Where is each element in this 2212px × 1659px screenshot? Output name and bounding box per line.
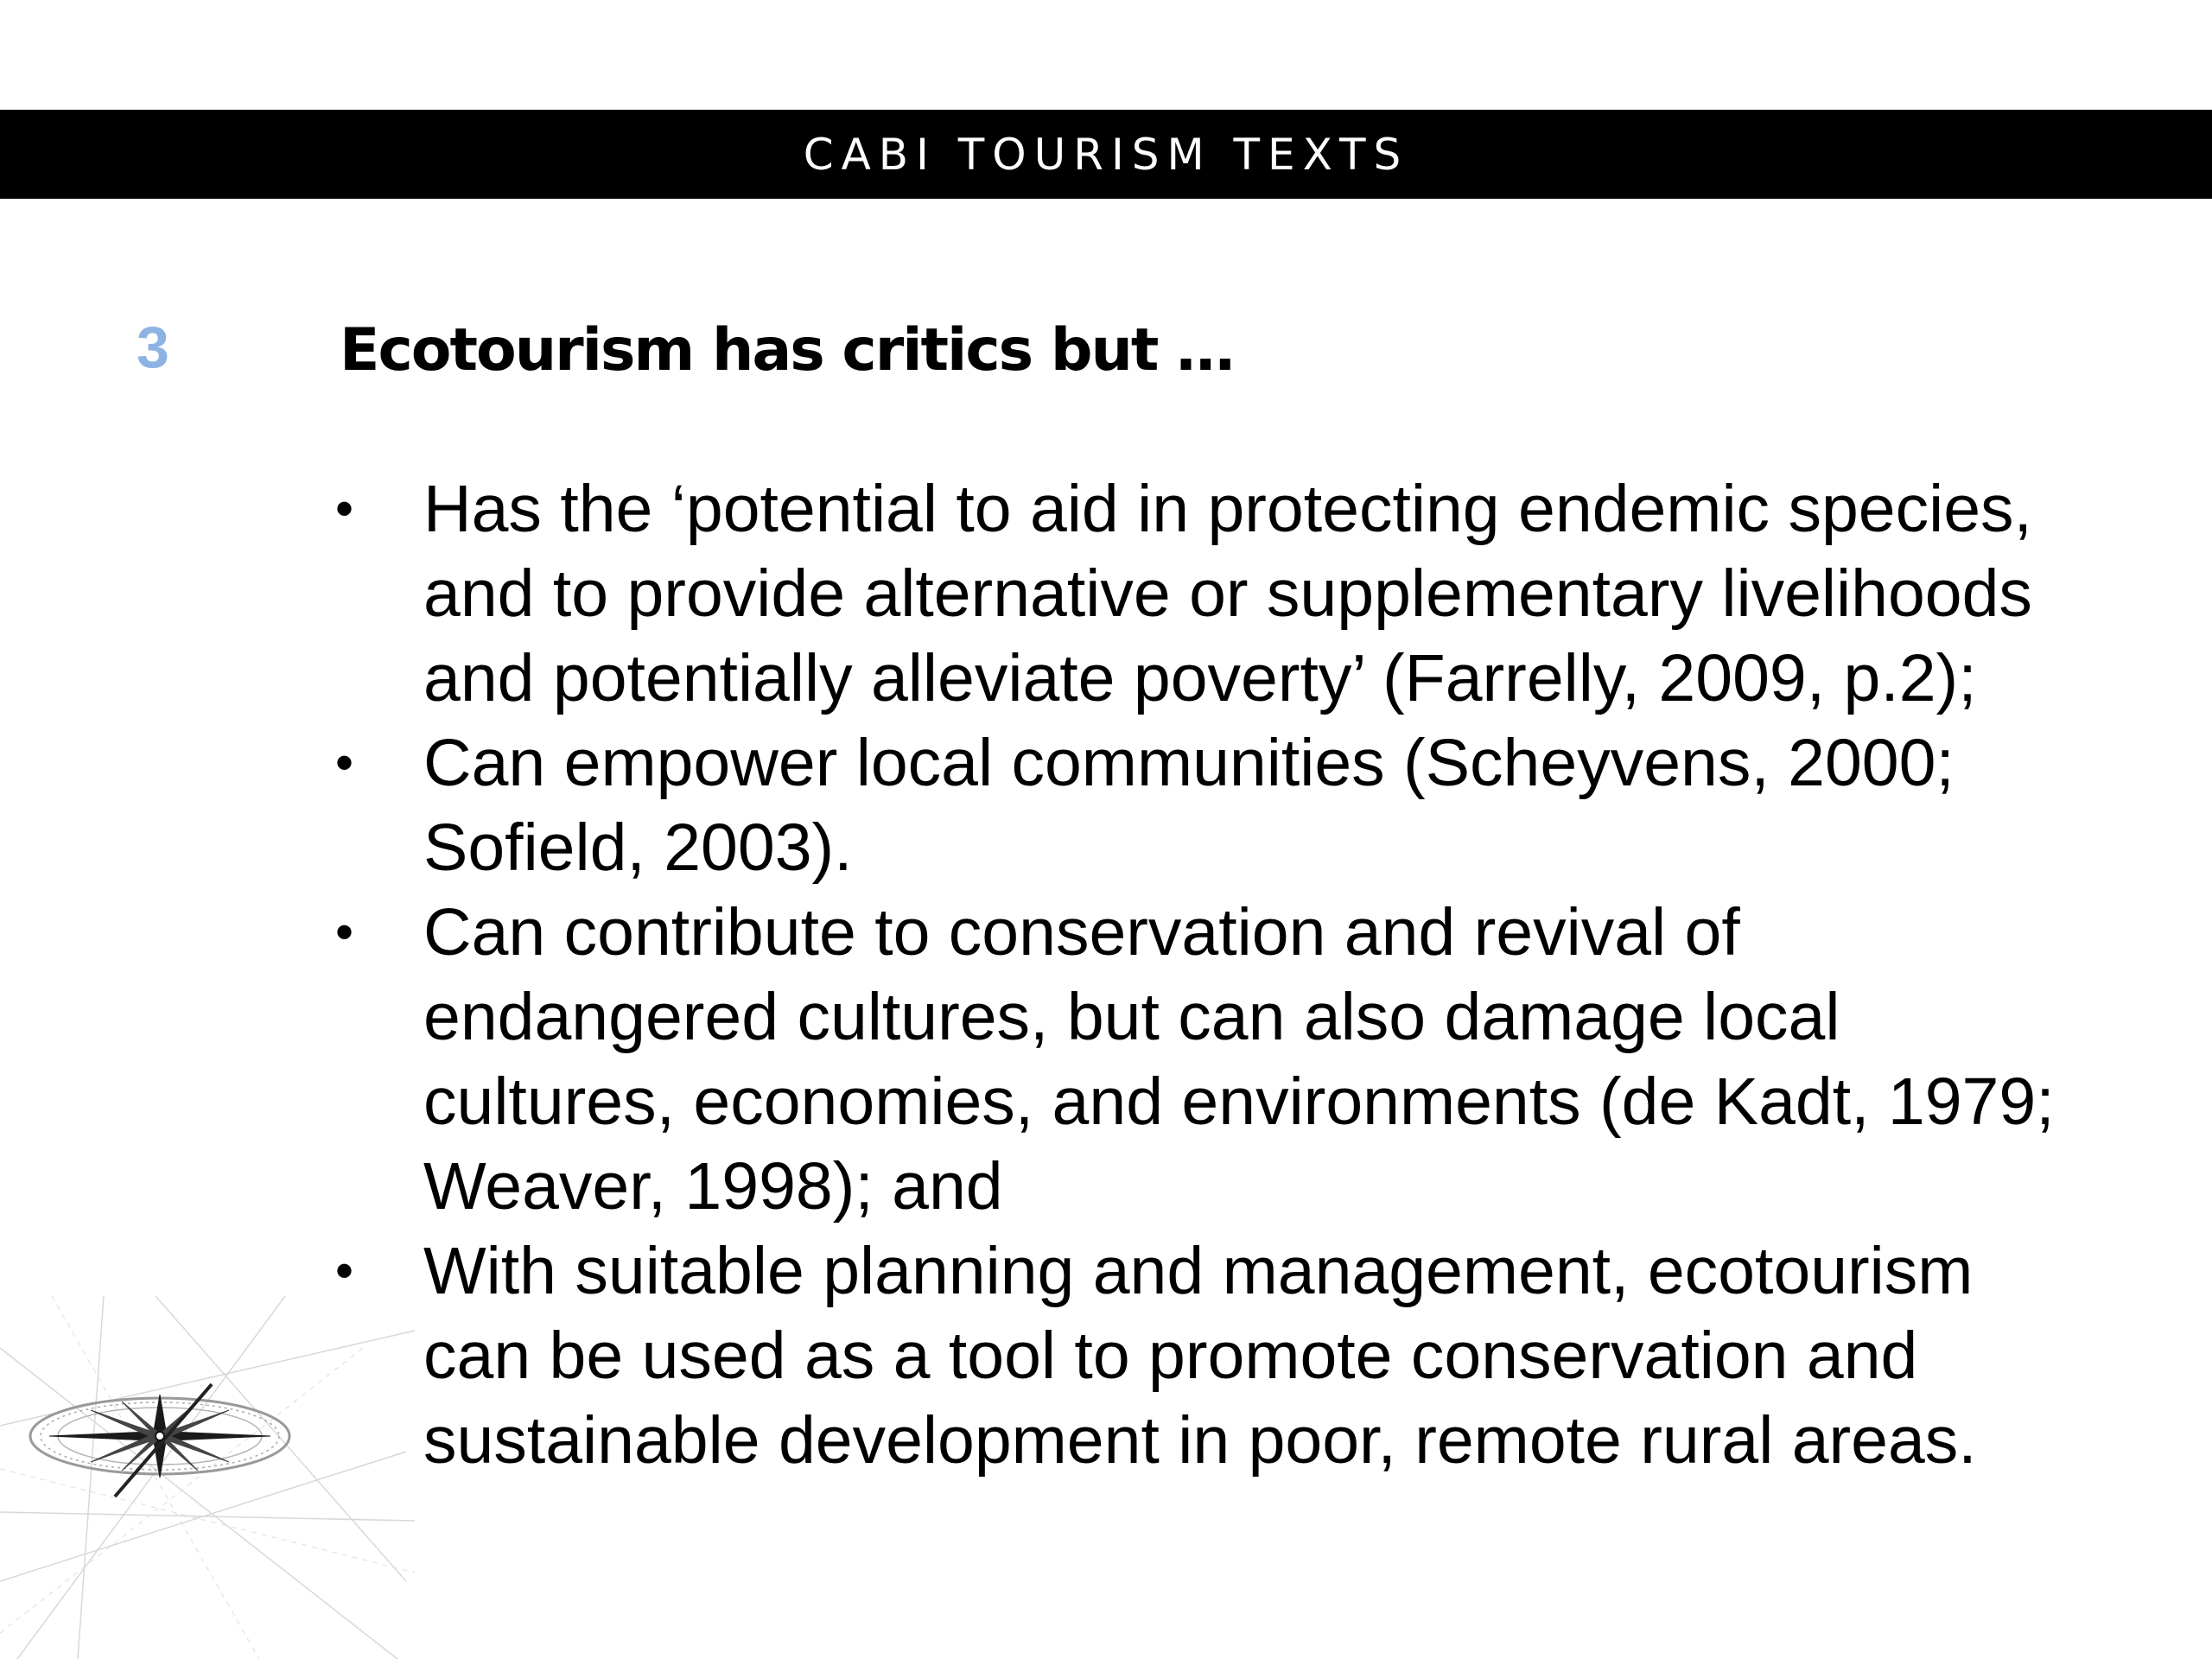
bullet-item — [335, 1229, 2098, 1483]
bullet-text: With suitable planning and management, ecotourism can be used as a tool to promote conservation and sustainable development in poor, remote rural areas. — [423, 1234, 1977, 1478]
bullet-marker: • — [335, 480, 354, 537]
slide-number: 3 — [137, 315, 169, 380]
bullet-item — [335, 467, 2098, 721]
bullet-text: Has the ‘potential to aid in protecting endemic species, and to provide alternative or supplementary livelihoods and potentially alleviate poverty’ (Farrelly, 2009, p.2); — [423, 472, 2032, 715]
bullet-text: Can contribute to conservation and revival of endangered cultures, but can also damage local cultures, economies, and environments (de Kadt, 1979; Weaver, 1998); and — [423, 895, 2055, 1224]
compass-rose-icon — [0, 1296, 415, 1659]
bullet-text: Can empower local communities (Scheyvens, 2000; Sofield, 2003). — [423, 726, 1955, 885]
bullet-item — [335, 721, 2098, 890]
slide-title: Ecotourism has critics but … — [340, 316, 1234, 385]
bullet-marker: • — [335, 734, 354, 791]
bullet-item — [335, 890, 2098, 1229]
bullet-marker: • — [335, 1242, 354, 1300]
header-title: CABI TOURISM TEXTS — [803, 129, 1409, 180]
bullet-marker: • — [335, 903, 354, 961]
bullet-list — [335, 467, 2098, 1483]
header-bar — [0, 110, 2212, 199]
